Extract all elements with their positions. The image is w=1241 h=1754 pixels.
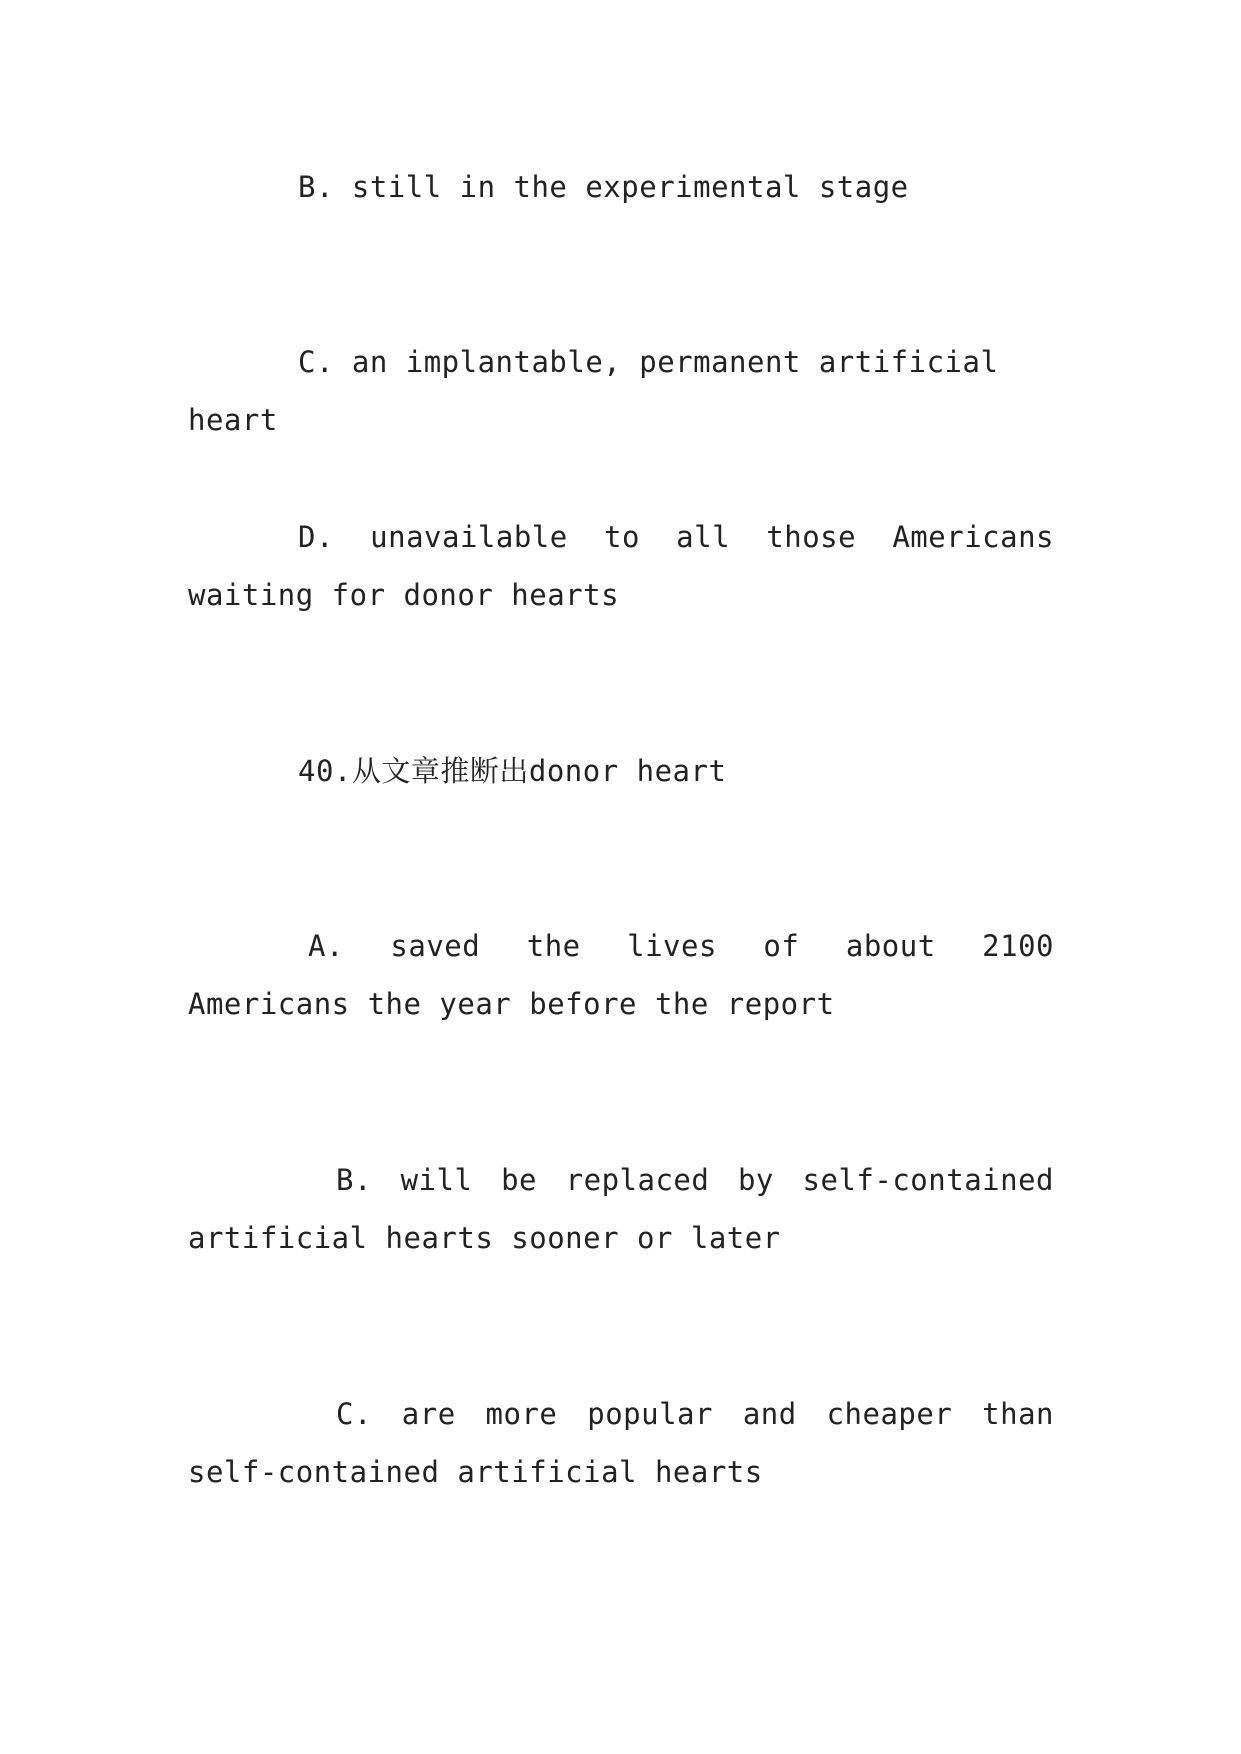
option-b-replaced: B. will be replaced by self-contained artificial hearts sooner or later [188, 1163, 1054, 1255]
option-c-implantable: C. an implantable, permanent artificial heart [188, 345, 999, 437]
option-c-popular: C. are more popular and cheaper than self-contained artificial hearts [188, 1397, 1054, 1489]
question-40: 40.从文章推断出donor heart [298, 754, 727, 788]
option-d-unavailable: D. unavailable to all those Americans waiting for donor hearts [188, 520, 1054, 612]
option-a-saved-lives: A. saved the lives of about 2100 Americans the year before the report [188, 929, 1054, 1021]
option-b-experimental: B. still in the experimental stage [298, 170, 909, 204]
